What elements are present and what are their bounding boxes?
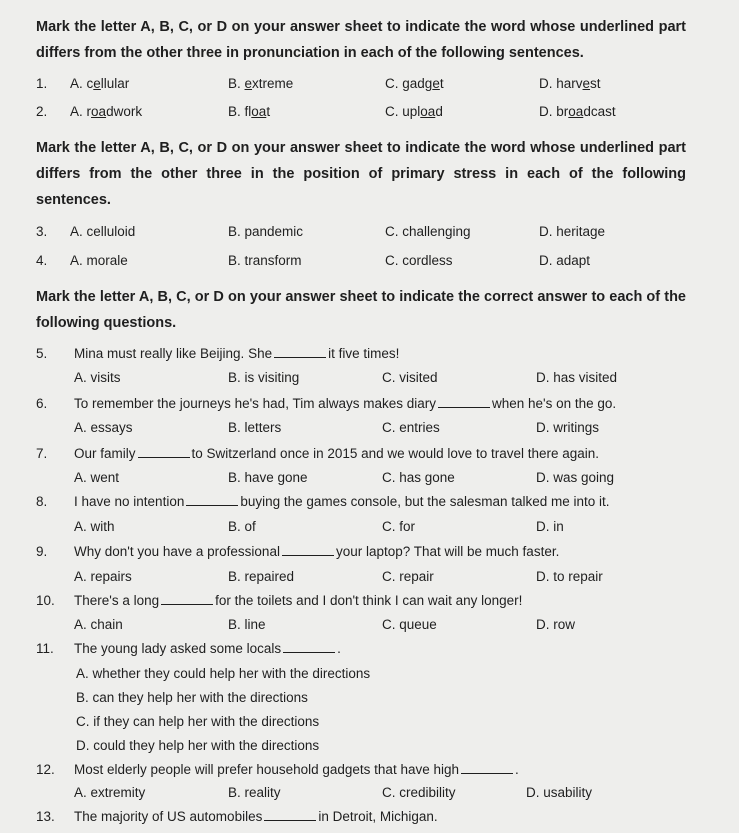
option-d: D. heritage — [539, 224, 606, 239]
question-number: 9. — [36, 544, 48, 559]
answer-blank — [283, 641, 335, 653]
option-b: B. is visiting — [228, 370, 300, 385]
answer-blank — [438, 396, 490, 408]
option-a: A. celluloid — [70, 224, 136, 239]
question-number: 12. — [36, 762, 55, 777]
answer-blank — [274, 346, 326, 358]
option-a: A. essays — [74, 420, 133, 435]
option-b: B. reality — [228, 785, 281, 800]
option-b: B. letters — [228, 420, 282, 435]
question-number: 1. — [36, 76, 48, 91]
option-b: B. extreme — [228, 76, 294, 91]
question-stem: There's a long for the toilets and I don't think I can wait any longer! — [74, 593, 523, 608]
option-a: A. extremity — [74, 785, 146, 800]
answer-blank — [138, 446, 190, 458]
question-stem: The majority of US automobiles in Detroit, Michigan. — [74, 809, 438, 824]
question-number: 2. — [36, 104, 48, 119]
question-number: 11. — [36, 641, 54, 656]
option-c: C. has gone — [382, 470, 455, 485]
option-b: B. can they help her with the directions — [76, 690, 308, 705]
question-number: 7. — [36, 446, 48, 461]
answer-blank — [282, 544, 334, 556]
question-number: 6. — [36, 396, 48, 411]
option-a: A. cellular — [70, 76, 130, 91]
section2-instruction: Mark the letter A, B, C, or D on your answer sheet to indicate the word whose underlined part differs from the other three in the position of primary stress in each of the following sentences. — [36, 140, 686, 208]
option-d: D. was going — [536, 470, 615, 485]
section3-instruction: Mark the letter A, B, C, or D on your answer sheet to indicate the correct answer to each of the following questions. — [36, 289, 686, 331]
option-c: C. repair — [382, 569, 434, 584]
option-a: A. chain — [74, 617, 123, 632]
option-a: A. repairs — [74, 569, 132, 584]
question-stem: Our family to Switzerland once in 2015 and we would love to travel there again. — [74, 446, 600, 461]
option-b: B. repaired — [228, 569, 295, 584]
answer-blank — [161, 593, 213, 605]
option-b: B. transform — [228, 253, 302, 268]
option-d: D. could they help her with the directions — [76, 738, 320, 753]
option-a: A. went — [74, 470, 120, 485]
option-c: C. entries — [382, 420, 440, 435]
option-d: D. adapt — [539, 253, 591, 268]
question-number: 13. — [36, 809, 55, 824]
option-d: D. writings — [536, 420, 600, 435]
option-b: B. float — [228, 104, 271, 119]
question-number: 5. — [36, 346, 48, 361]
option-a: A. with — [74, 519, 115, 534]
option-b: B. have gone — [228, 470, 308, 485]
option-a: A. whether they could help her with the directions — [76, 666, 371, 681]
option-c: C. challenging — [385, 224, 471, 239]
option-c: C. gadget — [385, 76, 444, 91]
option-c: C. if they can help her with the directions — [76, 714, 320, 729]
question-number: 4. — [36, 253, 48, 268]
option-b: B. line — [228, 617, 266, 632]
option-c: C. for — [382, 519, 416, 534]
option-d: D. harvest — [539, 76, 601, 91]
option-d: D. row — [536, 617, 576, 632]
option-a: A. morale — [70, 253, 128, 268]
option-a: A. visits — [74, 370, 121, 385]
option-c: C. upload — [385, 104, 443, 119]
option-c: C. queue — [382, 617, 437, 632]
question-stem: I have no intention buying the games console, but the salesman talked me into it. — [74, 494, 610, 509]
question-number: 3. — [36, 224, 48, 239]
question-stem: To remember the journeys he's had, Tim always makes diary when he's on the go. — [74, 396, 617, 411]
question-stem: Mina must really like Beijing. She it five times! — [74, 346, 400, 361]
option-c: C. cordless — [385, 253, 453, 268]
question-stem: Why don't you have a professional your laptop? That will be much faster. — [74, 544, 560, 559]
option-b: B. pandemic — [228, 224, 304, 239]
option-b: B. of — [228, 519, 256, 534]
section1-instruction: Mark the letter A, B, C, or D on your answer sheet to indicate the word whose underlined part differs from the other three in pronunciation in each of the following sentences. — [36, 19, 686, 61]
answer-blank — [264, 809, 316, 821]
option-c: C. visited — [382, 370, 438, 385]
option-d: D. has visited — [536, 370, 618, 385]
option-d: D. usability — [526, 785, 593, 800]
question-number: 8. — [36, 494, 48, 509]
question-stem: Most elderly people will prefer household gadgets that have high . — [74, 762, 519, 777]
answer-blank — [186, 494, 238, 506]
question-stem: The young lady asked some locals . — [74, 641, 341, 656]
option-d: D. broadcast — [539, 104, 616, 119]
option-a: A. roadwork — [70, 104, 143, 119]
question-number: 10. — [36, 593, 55, 608]
answer-blank — [461, 762, 513, 774]
option-c: C. credibility — [382, 785, 456, 800]
option-d: D. to repair — [536, 569, 603, 584]
option-d: D. in — [536, 519, 564, 534]
